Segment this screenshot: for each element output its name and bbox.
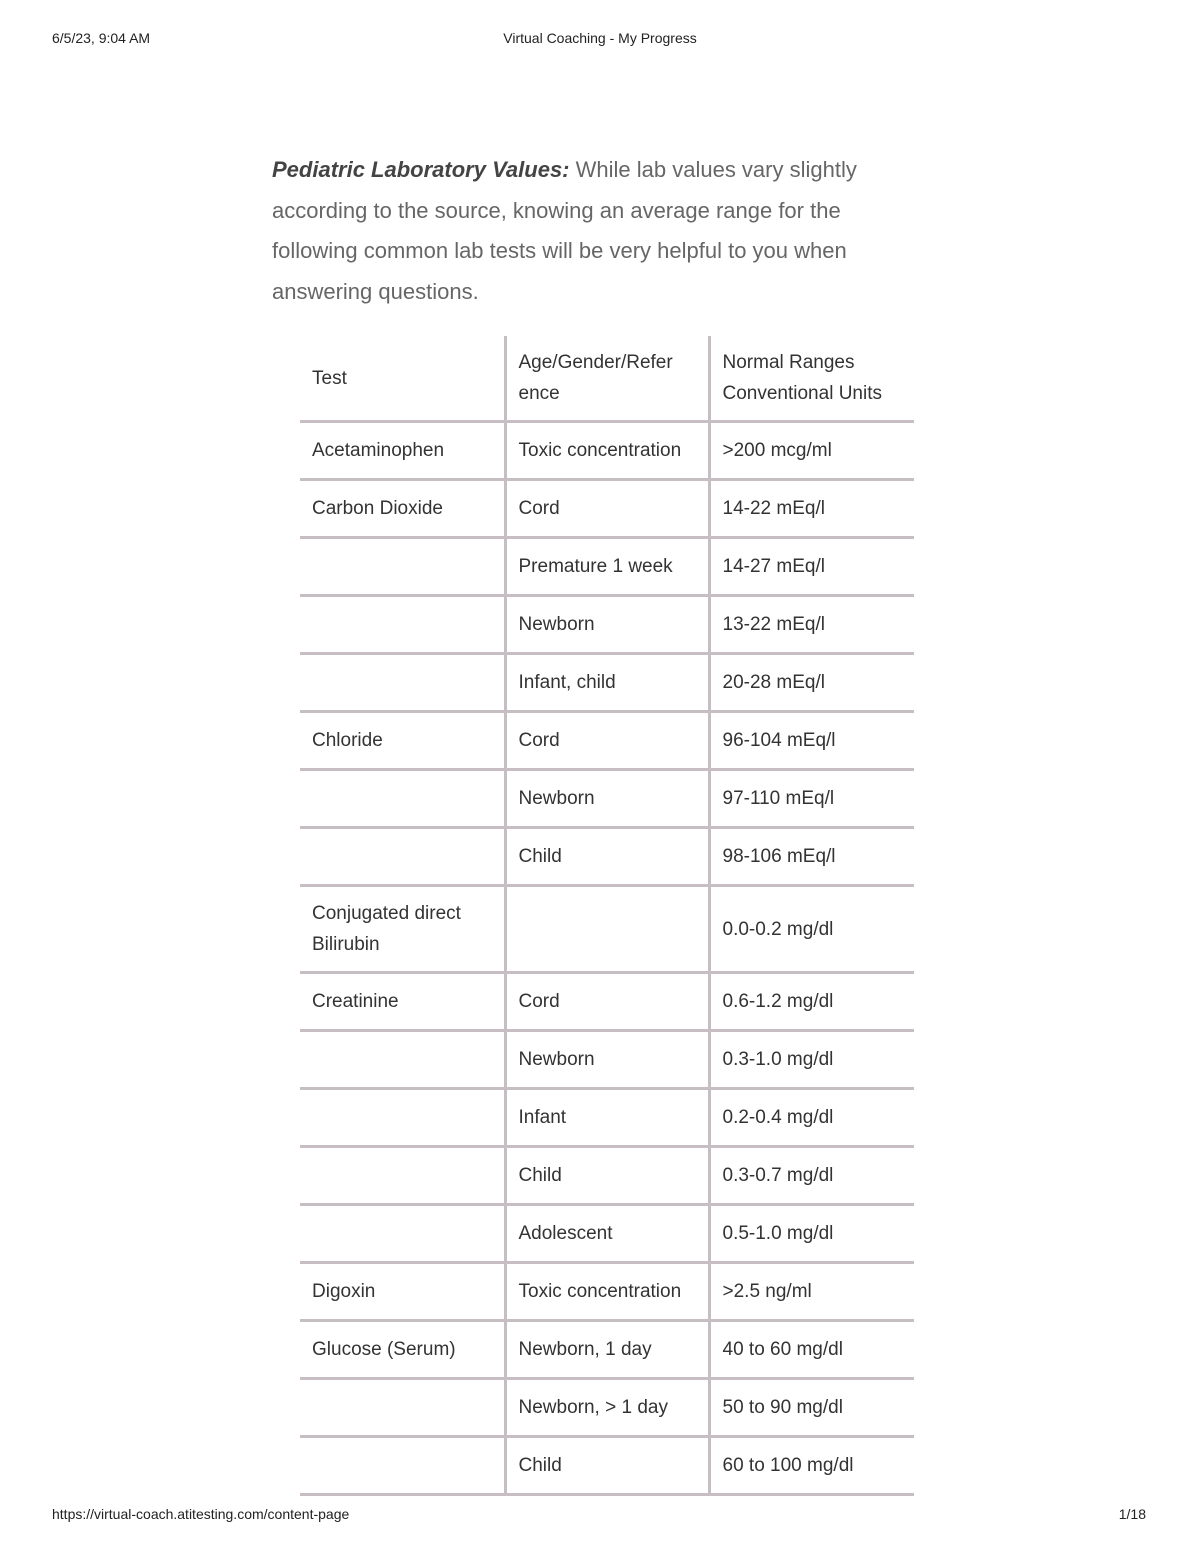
cell-reference: Cord	[505, 973, 709, 1031]
intro-paragraph	[272, 150, 922, 312]
cell-range: 97-110 mEq/l	[709, 770, 914, 828]
cell-reference: Child	[505, 828, 709, 886]
cell-range: 50 to 90 mg/dl	[709, 1379, 914, 1437]
cell-reference: Newborn	[505, 1031, 709, 1089]
cell-test	[300, 1031, 505, 1089]
header-normal-ranges: Normal Ranges Conventional Units	[709, 336, 914, 422]
table-row	[300, 1089, 914, 1147]
cell-reference: Child	[505, 1147, 709, 1205]
cell-reference: Cord	[505, 480, 709, 538]
cell-range: 0.0-0.2 mg/dl	[709, 886, 914, 973]
table-row	[300, 1379, 914, 1437]
cell-range: 0.2-0.4 mg/dl	[709, 1089, 914, 1147]
header-test: Test	[300, 336, 505, 422]
cell-reference: Cord	[505, 712, 709, 770]
print-url: https://virtual-coach.atitesting.com/content-page	[52, 1506, 350, 1522]
cell-range: 0.5-1.0 mg/dl	[709, 1205, 914, 1263]
table-row	[300, 973, 914, 1031]
table-row	[300, 770, 914, 828]
table-row	[300, 1147, 914, 1205]
table-row	[300, 712, 914, 770]
cell-test: Acetaminophen	[300, 422, 505, 480]
cell-range: >200 mcg/ml	[709, 422, 914, 480]
cell-test: Carbon Dioxide	[300, 480, 505, 538]
cell-reference: Adolescent	[505, 1205, 709, 1263]
cell-range: 96-104 mEq/l	[709, 712, 914, 770]
table-row	[300, 1437, 914, 1495]
intro-title: Pediatric Laboratory Values:	[272, 157, 570, 182]
table-row	[300, 886, 914, 973]
cell-reference: Newborn, > 1 day	[505, 1379, 709, 1437]
table-row	[300, 596, 914, 654]
table-row	[300, 1321, 914, 1379]
table-row	[300, 1205, 914, 1263]
cell-test	[300, 828, 505, 886]
table-row	[300, 538, 914, 596]
cell-range: 60 to 100 mg/dl	[709, 1437, 914, 1495]
table-row	[300, 1031, 914, 1089]
cell-test: Glucose (Serum)	[300, 1321, 505, 1379]
cell-reference	[505, 886, 709, 973]
cell-reference: Premature 1 week	[505, 538, 709, 596]
lab-values-table	[300, 336, 914, 1496]
cell-test: Conjugated direct Bilirubin	[300, 886, 505, 973]
cell-reference: Newborn	[505, 770, 709, 828]
cell-reference: Infant	[505, 1089, 709, 1147]
cell-range: 13-22 mEq/l	[709, 596, 914, 654]
cell-test: Digoxin	[300, 1263, 505, 1321]
cell-test: Chloride	[300, 712, 505, 770]
print-datetime: 6/5/23, 9:04 AM	[52, 30, 151, 46]
intro-text: While lab values vary slightly according to the source, knowing an average range for the following common lab tests will be very helpful to you when answering questions.	[272, 157, 857, 304]
cell-range: 14-22 mEq/l	[709, 480, 914, 538]
cell-test	[300, 1205, 505, 1263]
cell-range: 0.3-1.0 mg/dl	[709, 1031, 914, 1089]
table-row	[300, 828, 914, 886]
print-page-number: 1/18	[1118, 1506, 1146, 1522]
cell-reference: Newborn	[505, 596, 709, 654]
cell-reference: Toxic concentration	[505, 1263, 709, 1321]
table-row	[300, 480, 914, 538]
cell-test: Creatinine	[300, 973, 505, 1031]
cell-reference: Newborn, 1 day	[505, 1321, 709, 1379]
cell-test	[300, 770, 505, 828]
cell-test	[300, 538, 505, 596]
cell-range: 14-27 mEq/l	[709, 538, 914, 596]
cell-test	[300, 596, 505, 654]
cell-range: >2.5 ng/ml	[709, 1263, 914, 1321]
cell-reference: Infant, child	[505, 654, 709, 712]
cell-range: 0.6-1.2 mg/dl	[709, 973, 914, 1031]
cell-range: 40 to 60 mg/dl	[709, 1321, 914, 1379]
cell-test	[300, 1089, 505, 1147]
table-row	[300, 422, 914, 480]
cell-reference: Child	[505, 1437, 709, 1495]
print-page-title: Virtual Coaching - My Progress	[503, 30, 697, 46]
table-row	[300, 654, 914, 712]
table-row	[300, 1263, 914, 1321]
cell-test	[300, 1147, 505, 1205]
cell-range: 20-28 mEq/l	[709, 654, 914, 712]
cell-test	[300, 1379, 505, 1437]
table-header-row	[300, 336, 914, 422]
cell-range: 0.3-0.7 mg/dl	[709, 1147, 914, 1205]
cell-range: 98-106 mEq/l	[709, 828, 914, 886]
cell-test	[300, 1437, 505, 1495]
header-age-gender-reference: Age/Gender/Refer ence	[505, 336, 709, 422]
cell-reference: Toxic concentration	[505, 422, 709, 480]
cell-test	[300, 654, 505, 712]
